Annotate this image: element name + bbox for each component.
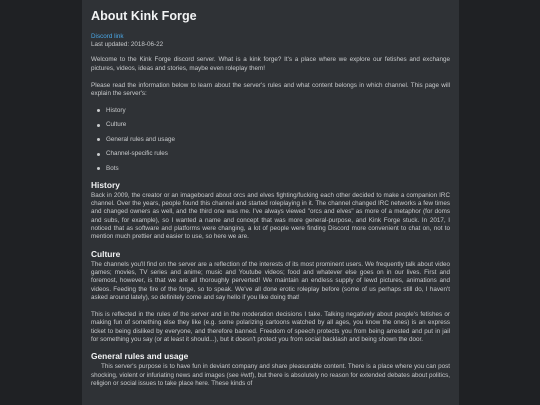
page-title: About Kink Forge [91,9,197,23]
toc-item-general-rules: General rules and usage [106,136,450,144]
rules-paragraph: This server's purpose is to have fun in deviant company and share pleasurable content. There is a place where you can post shocking, violent or infuriating news and images (see #wtf), but there is absolutely no reason for extended debates about politics, religion or social issues to take place here. These kinds of [91,363,450,387]
history-heading: History [91,179,120,190]
intro-paragraph-1: Welcome to the Kink Forge discord server. What is a kink forge? It's a place where we explore our fetishes and exchange pictures, videos, ideas and stories, maybe even roleplay them! [91,56,450,72]
toc-item-channel-rules: Channel-specific rules [106,150,450,158]
page-meta [91,33,450,49]
intro-paragraph-2: Please read the information below to learn about the server's rules and what content belongs in which channel. This page will explain the server's: [91,82,450,98]
history-paragraph: Back in 2009, the creator or an imageboard about orcs and elves fighting/fucking each other decided to make a companion IRC channel. Over the years, people found this channel and started roleplaying in it. The channel changed IRC networks a few times and changed owners as well, and the third one was me. I've always viewed "orcs and elves" as more of a metaphor (for doms and subs, for example), so I wanted a name and concept that was more general-purpose, and Kink Forge stuck. In 2017, I noticed that as software and platforms were changing, a lot of people were finding Discord more convenient to chat on, not to mention much prettier and easier to use, so here we are. [91,191,450,241]
toc-list [91,107,450,173]
last-updated: Last updated: 2018-06-22 [91,41,164,49]
toc-item-culture: Culture [106,121,450,129]
toc-item-history: History [106,107,450,115]
article [82,0,459,405]
culture-heading: Culture [91,248,121,259]
toc-item-bots: Bots [106,165,450,173]
culture-paragraph-2: This is reflected in the rules of the server and in the moderation decisions I take. Talking negatively about people's fetishes or making fun of something else they like (e.g. some polarizing cartoons watched by all ages, you know the ones) is an express ticket to being disliked by everyone, and therefore banned. Freedom of speech protects you from being arrested and put in jail for something you say (or at least it should...), but it doesn't protect you from social backlash and being shown the door. [91,311,450,343]
rules-heading: General rules and usage [91,351,189,362]
discord-link[interactable]: Discord link [91,33,124,40]
culture-paragraph-1: The channels you'll find on the server are a reflection of the interests of its most prominent users. We frequently talk about video games; movies, TV series and anime; music and Youtube videos; food and whatever else goes on in our lives. First and foremost, however, is that we are all thoroughly perverted! We maintain an endless supply of lewd pictures, animations and videos. Feeding the fire of the forge, so to speak. We've all done erotic roleplay before (some of us perhaps still do, I haven't asked around lately), so definitely come and say hello if you like doing that! [91,260,450,301]
